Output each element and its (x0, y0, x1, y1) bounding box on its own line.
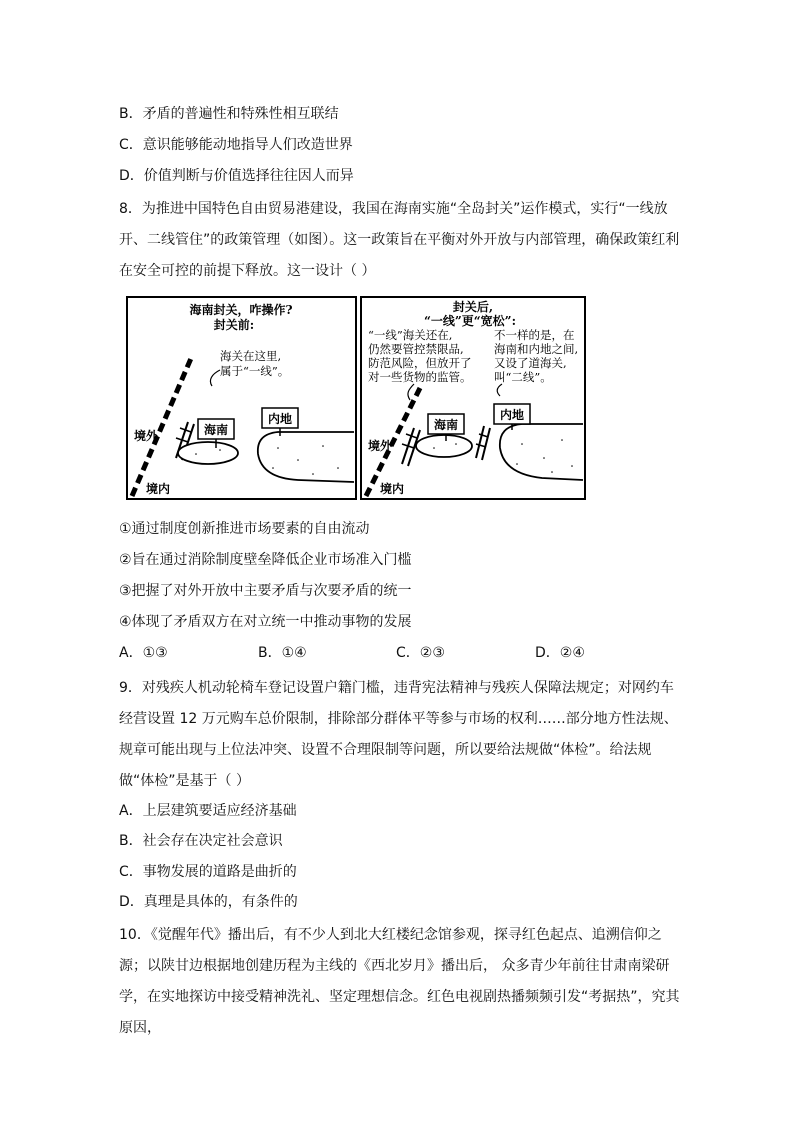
panel-subtitle: “一线”更“宽松”: (423, 314, 517, 328)
hainan-label: 海南 (203, 423, 229, 437)
mainland-shape (258, 432, 354, 482)
panel-title: 海南封关，咋操作? (189, 303, 293, 317)
speech-text: 对一些货物的监管。 (368, 370, 472, 384)
cartoon-panel-before (126, 296, 357, 500)
q8-statement-3: ③把握了对外开放中主要矛盾与次要矛盾的统一 (119, 583, 412, 599)
q7-option-b: B．矛盾的普遍性和特殊性相互联结 (119, 106, 339, 122)
hainan-island (178, 442, 238, 464)
panel-subtitle: 封关前: (213, 318, 255, 332)
q8-statement-1: ①通过制度创新推进市场要素的自由流动 (119, 521, 370, 537)
speech-text: 仍然要管控禁限品, (368, 342, 464, 356)
hainan-label: 海南 (433, 418, 459, 432)
q8-cartoon-figure (126, 296, 586, 500)
q10-stem: 10．《觉醒年代》播出后，有不少人到北大红楼纪念馆参观，探寻红色起点、追溯信仰之源；以陕甘边根据地创建历程为主线的《西北岁月》播出后， 众多青少年前往甘肃南梁研学，在实地探访中接受精神洗礼、坚定理想信念。红色电视剧热播频频引发“考据热”，究其原因， (119, 927, 680, 1036)
speech-text: 又设了道海关, (494, 356, 567, 370)
panel-title: 封关后, (452, 300, 494, 314)
q9-option-d: D．真理是具体的，有条件的 (119, 894, 298, 910)
speech-text: 不一样的是，在 (494, 328, 575, 342)
second-line-gate-icon (476, 426, 490, 460)
speech-pointer (408, 384, 414, 400)
inside-label: 境内 (380, 482, 405, 496)
speech-text: 属于“一线”。 (220, 364, 290, 378)
speech-pointer (210, 370, 220, 386)
q8-stem: 8．为推进中国特色自由贸易港建设，我国在海南实施“全岛封关”运作模式，实行“一线放开、二线管住”的政策管理（如图）。这一政策旨在平衡对外开放与内部管理，确保政策红利在安全可控的前提下释放。这一设计（ ） (119, 201, 680, 279)
cartoon-panel-after (360, 296, 586, 500)
q8-statement-4: ④体现了矛盾双方在对立统一中推动事物的发展 (119, 614, 412, 630)
speech-pointer (497, 384, 502, 396)
speech-text: 叫“二线”。 (494, 370, 552, 384)
q8-choice-a: A．①③ (119, 645, 168, 661)
q8-choice-row (119, 642, 639, 664)
q8-statement-2: ②旨在通过消除制度壁垒降低企业市场准入门槛 (119, 552, 412, 568)
q7-option-d: D．价值判断与价值选择往往因人而异 (119, 168, 354, 184)
q8-choice-b: B．①④ (258, 645, 307, 661)
q9-option-c: C．事物发展的道路是曲折的 (119, 864, 297, 880)
mainland-label: 内地 (499, 408, 525, 422)
hainan-island (416, 435, 472, 457)
border-dashed-line (132, 356, 192, 496)
speech-text: “一线”海关还在, (368, 328, 453, 342)
speech-text: 防范风险，但放开了 (368, 356, 472, 370)
speech-text: 海关在这里, (220, 349, 282, 363)
outside-label: 境外 (368, 439, 393, 453)
cartoon-drawing-after (362, 298, 584, 498)
outside-label: 境外 (134, 429, 159, 443)
q7-option-c: C．意识能够能动地指导人们改造世界 (119, 137, 353, 153)
inside-label: 境内 (146, 482, 171, 496)
q9-option-a: A．上层建筑要适应经济基础 (119, 803, 297, 819)
cartoon-drawing-before (128, 298, 355, 498)
q8-choice-d: D．②④ (535, 645, 585, 661)
mainland-label: 内地 (267, 412, 293, 426)
q8-choice-c: C．②③ (396, 645, 445, 661)
q9-option-b: B．社会存在决定社会意识 (119, 833, 283, 849)
speech-text: 海南和内地之间, (494, 342, 579, 356)
q9-stem: 9．对残疾人机动轮椅车登记设置户籍门槛，违背宪法精神与残疾人保障法规定；对网约车经营设置 12 万元购车总价限制，排除部分群体平等参与市场的权利……部分地方性法规、规章可能出现与上位法冲突、设置不合理限制等问题，所以要给法规做“体检”。给法规做“体检”是基于（ ） (119, 680, 678, 789)
mainland-shape (500, 424, 583, 480)
